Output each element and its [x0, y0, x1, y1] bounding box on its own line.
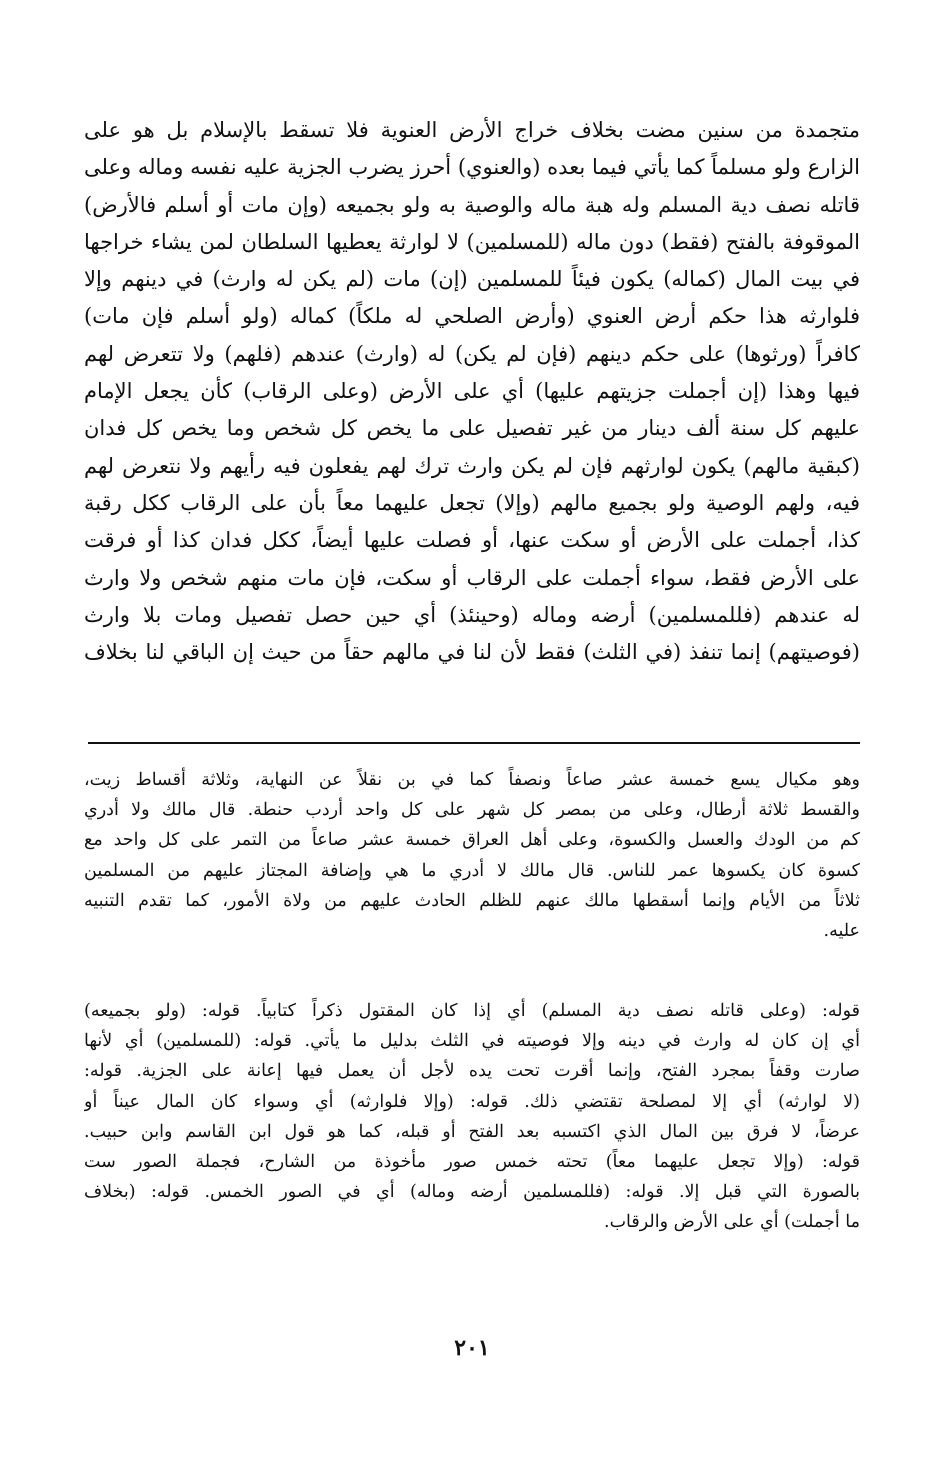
main-text-line: فلوارثه هذا حكم أرض العنوي (وأرض الصلحي له ملكاً) كماله (ولو أسلم فإن مات) [84, 304, 860, 329]
main-text-line: كذا، أجملت على الأرض أو سكت عنها، أو فصلت عليها أيضاً، ككل فدان كذا أو فرقت [84, 528, 860, 553]
commentary-line: (لا لوارثه) أي إلا لمصلحة تقتضي ذلك. قوله: (وإلا فلوارثه) أي وسواء كان المال عيناً أو [84, 1091, 860, 1112]
commentary-line: قوله: (وعلى قاتله نصف دية المسلم) أي إذا كان المقتول ذكراً كتابياً. قوله: (ولو بجميعه) [84, 1001, 860, 1021]
commentary-line: ثلاثاً من الأيام وإنما أسقطها مالك عنهم للظلم الحادث عليهم من ولاة الأمور، كما تقدم التنبيه [84, 890, 860, 911]
main-text-block [84, 112, 860, 671]
commentary-line: أي إن كان له وارث في دينه وإلا فوصيته في الثلث بدليل ما يأتي. قوله: (للمسلمين) أي لأنها [84, 1031, 860, 1052]
main-text-line: عليهم كل سنة ألف دينار من غير تفصيل على ما يخص كل شخص وما يخص كل فدان [84, 416, 860, 441]
commentary-line: كم من الودك والعسل والكسوة، وعلى أهل العراق خمسة عشر صاعاً من التمر على كل واحد مع [84, 830, 860, 851]
main-text-line: قاتله نصف دية المسلم وله هبة ماله والوصية به ولو بجميعه (وإن مات أو أسلم فالأرض) [84, 192, 860, 217]
main-text-line: (فوصيتهم) إنما تنفذ (في الثلث) فقط لأن لنا في مالهم حقاً من حيث إن الباقي لنا بخلاف [84, 640, 860, 665]
main-text-line: في بيت المال (كماله) يكون فيئاً للمسلمين (إن) مات (لم يكن له وارث) في دينهم وإلا [84, 267, 860, 292]
main-text-line: (كبقية مالهم) يكون لوارثهم فإن لم يكن وارث ترك لهم يفعلون فيه رأيهم ولا نتعرض لهم [84, 453, 860, 478]
commentary-line: والقسط ثلاثة أرطال، وعلى من بمصر كل شهر على كل واحد أردب حنطة. قال مالك ولا أدري [84, 800, 860, 821]
commentary-line: بالصورة التي قبل إلا. قوله: (فللمسلمين أرضه وماله) أي في الصور الخمس. قوله: (بخلاف [84, 1182, 860, 1203]
main-text-line: فيه، ولهم الوصية ولو بجميع مالهم (وإلا) تجعل عليهما معاً بأن على الرقاب ككل رقبة [84, 490, 860, 515]
commentary-line: صارت وقفاً بمجرد الفتح، وإنما أقرت تحت يده لأجل أن يعمل فيها إعانة على الجزية. قوله: [84, 1061, 860, 1082]
main-text-line: فيها وهذا (إن أجملت جزيتهم عليها) أي على الأرض (وعلى الرقاب) كأن يجعل الإمام [84, 379, 860, 404]
main-text-line: الزارع ولو مسلماً كما يأتي فيما بعده (والعنوي) أحرز يضرب الجزية عليه نفسه وماله وعلى [84, 155, 860, 180]
commentary-line: عرضاً، لا فرق بين المال الذي اكتسبه بعد الفتح أو قبله، كما هو قول ابن القاسم وابن حبيب. [84, 1121, 860, 1142]
commentary-line: كسوة كان يكسوها عمر للناس. قال مالك لا أدري ما هي وإضافة المجتاز عليهم من المسلمين [84, 860, 860, 881]
commentary-paragraph-2 [84, 996, 860, 1238]
commentary-paragraph-1 [84, 765, 860, 946]
commentary-line: عليه. [823, 920, 860, 941]
commentary-line: ما أجملت) أي على الأرض والرقاب. [604, 1212, 860, 1233]
main-text-line: متجمدة من سنين مضت بخلاف خراج الأرض العنوية فلا تسقط بالإسلام بل هو على [84, 118, 860, 142]
page-number: ٢٠١ [454, 1335, 490, 1361]
commentary-line: قوله: (وإلا تجعل عليهما معاً) تحته خمس صور مأخوذة من الشارح، فجملة الصور ست [84, 1151, 860, 1172]
main-text-line: على الأرض فقط، سواء أجملت على الرقاب أو سكت، فإن مات منهم شخص ولا وارث [84, 565, 860, 590]
footnote-separator-rule [88, 742, 860, 744]
main-text-line: كافراً (ورثوها) على حكم دينهم (فإن لم يكن) له (وارث) عندهم (فلهم) ولا تتعرض لهم [84, 341, 860, 366]
main-text-line: له عندهم (فللمسلمين) أرضه وماله (وحينئذ) أي حين حصل تفصيل ومات بلا وارث [84, 602, 860, 627]
main-text-line: الموقوفة بالفتح (فقط) دون ماله (للمسلمين) لا لوارثة يعطيها السلطان لمن يشاء خراجها [84, 229, 860, 254]
commentary-line: وهو مكيال يسع خمسة عشر صاعاً ونصفاً كما في بن نقلاً عن النهاية، وثلاثة أقساط زيت، [84, 770, 860, 790]
